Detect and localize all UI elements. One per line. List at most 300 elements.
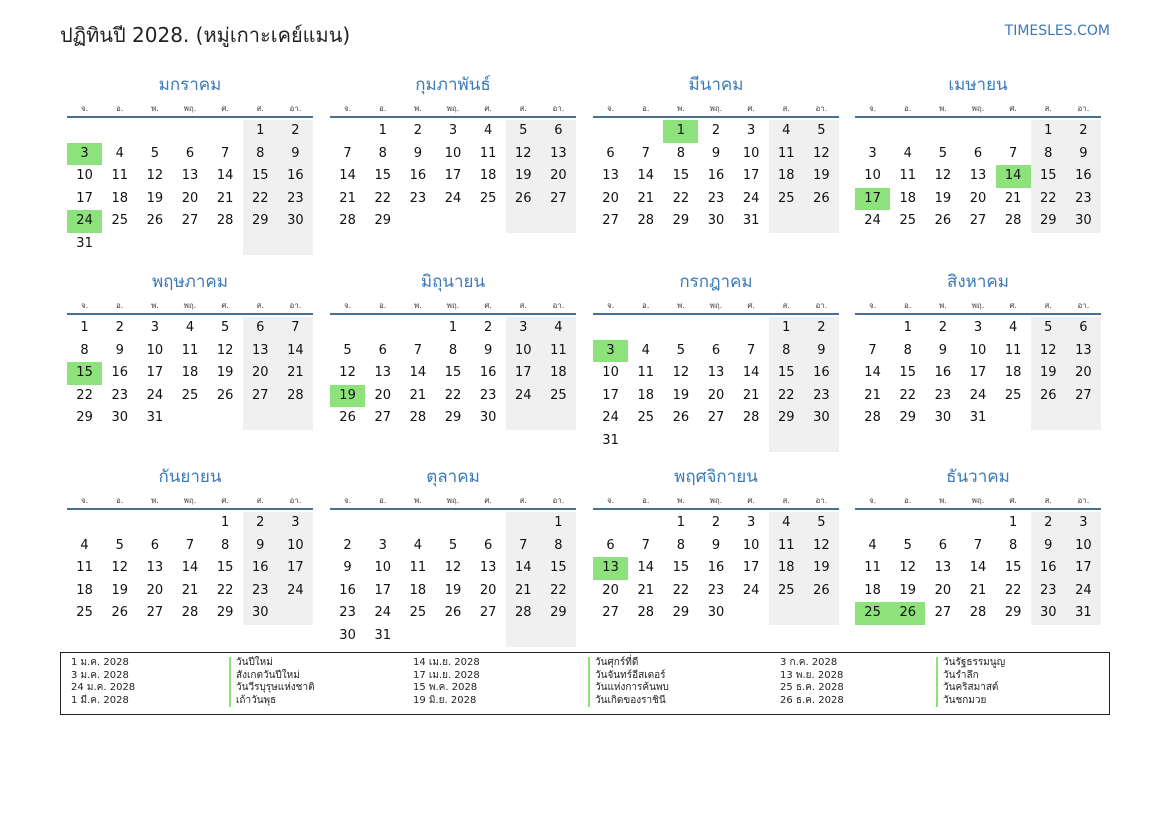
day-cell: 13 (969, 168, 987, 183)
weekday-label: ส. (256, 301, 264, 310)
day-cell: 27 (479, 605, 497, 620)
day-grid (593, 317, 839, 452)
empty-day-cell (734, 602, 769, 625)
weekday-label: อ. (116, 301, 124, 310)
month-6 (330, 265, 576, 430)
day-cell: 10 (742, 145, 760, 161)
day-cell: 6 (243, 317, 278, 340)
day-cell: 4 (641, 342, 650, 358)
weekday-label: ศ. (484, 104, 492, 113)
day-cell: 14 (409, 365, 427, 380)
day-cell: 30 (278, 210, 313, 233)
day-cell: 21 (278, 362, 313, 385)
weekday-label: พฤ. (971, 496, 985, 505)
day-cell: 27 (602, 605, 619, 620)
day-cell: 26 (672, 410, 690, 425)
weekday-label: พฤ. (446, 301, 460, 310)
day-cell: 5 (115, 537, 124, 553)
weekday-label: พฤ. (183, 301, 197, 310)
day-cell: 23 (243, 580, 278, 603)
day-cell: 30 (1031, 602, 1066, 625)
day-cell: 25 (899, 213, 916, 228)
day-cell: 29 (541, 602, 576, 625)
holiday-list (60, 652, 1110, 715)
day-cell: 28 (278, 385, 313, 408)
day-cell: 13 (374, 365, 391, 380)
day-cell: 11 (479, 145, 497, 161)
empty-day-cell (925, 120, 960, 143)
day-cell: 25 (541, 385, 576, 408)
day-cell: 12 (339, 365, 356, 380)
empty-day-cell (330, 120, 365, 143)
day-cell: 8 (1008, 537, 1018, 553)
day-cell: 23 (1031, 580, 1066, 603)
day-cell: 16 (1031, 557, 1066, 580)
weekday-header (855, 299, 1101, 315)
weekday-label: พฤ. (183, 496, 197, 505)
weekday-label: พ. (150, 301, 159, 310)
day-cell: 17 (742, 168, 760, 183)
weekday-label: อ. (642, 104, 650, 113)
day-cell: 20 (969, 190, 987, 206)
day-cell: 27 (146, 605, 164, 620)
day-cell: 4 (769, 120, 804, 143)
month-9 (67, 460, 313, 625)
holiday-date: 25 ธ.ค. 2028 (780, 682, 844, 694)
day-cell: 1 (448, 320, 458, 335)
day-cell: 2 (711, 123, 721, 138)
weekday-header (330, 299, 576, 315)
day-cell: 1 (769, 317, 804, 340)
day-cell: 15 (672, 168, 690, 183)
day-cell: 28 (339, 213, 356, 228)
weekday-label: จ. (80, 301, 89, 310)
weekday-label: อา. (289, 496, 302, 505)
empty-day-cell (541, 210, 576, 233)
day-cell: 27 (541, 188, 576, 211)
day-cell: 25 (769, 580, 804, 603)
empty-day-cell (960, 120, 995, 143)
day-cell: 30 (707, 605, 725, 620)
day-cell: 2 (804, 317, 839, 340)
empty-day-cell (804, 602, 839, 625)
day-cell: 29 (1031, 210, 1066, 233)
day-cell: 5 (506, 120, 541, 143)
day-cell: 6 (973, 145, 983, 161)
weekday-label: จ. (868, 301, 877, 310)
day-cell: 27 (969, 213, 987, 228)
day-cell: 19 (330, 385, 365, 408)
holiday-name: วันจันทร์อีสเตอร์ (588, 670, 669, 683)
day-cell: 24 (1066, 580, 1101, 603)
day-cell: 18 (111, 190, 128, 206)
day-cell: 9 (938, 342, 947, 358)
weekday-label: พ. (938, 496, 947, 505)
day-cell: 27 (181, 213, 199, 228)
holiday-date: 3 ม.ค. 2028 (71, 669, 129, 681)
day-cell: 8 (378, 145, 387, 161)
weekday-label: จ. (606, 496, 615, 505)
weekday-label: ศ. (221, 104, 229, 113)
day-cell: 25 (1004, 387, 1022, 403)
day-cell: 25 (855, 602, 890, 625)
day-cell: 17 (444, 168, 462, 183)
month-1 (67, 68, 313, 255)
day-cell: 19 (804, 165, 839, 188)
day-cell: 8 (541, 535, 576, 558)
empty-day-cell (506, 407, 541, 430)
day-cell: 2 (243, 512, 278, 535)
day-cell: 24 (506, 385, 541, 408)
weekday-header (593, 102, 839, 118)
day-cell: 26 (506, 188, 541, 211)
day-cell: 31 (146, 410, 164, 425)
day-cell: 3 (973, 320, 983, 335)
weekday-label: อ. (116, 104, 124, 113)
day-cell: 19 (804, 557, 839, 580)
day-cell: 1 (220, 515, 230, 530)
day-cell: 8 (80, 342, 89, 358)
day-cell: 27 (934, 605, 952, 620)
day-cell: 14 (216, 168, 234, 183)
day-cell: 24 (742, 582, 760, 598)
day-grid (67, 120, 313, 255)
weekday-label: พ. (676, 104, 685, 113)
weekday-label: พ. (413, 496, 422, 505)
day-cell: 14 (969, 560, 987, 575)
day-cell: 4 (868, 537, 877, 553)
empty-day-cell (769, 602, 804, 625)
day-cell: 8 (769, 340, 804, 363)
holiday-names-col (229, 657, 315, 707)
empty-day-cell (769, 430, 804, 453)
weekday-label: พฤ. (446, 496, 460, 505)
month-name: กันยายน (158, 467, 222, 487)
day-cell: 11 (864, 560, 881, 575)
holiday-name: วันรัฐธรรมนูญ (936, 657, 1005, 670)
day-cell: 10 (374, 560, 391, 575)
day-cell: 22 (444, 387, 462, 403)
day-cell: 14 (996, 165, 1031, 188)
day-cell: 7 (868, 342, 877, 358)
weekday-label: ส. (782, 301, 790, 310)
day-cell: 15 (1004, 560, 1022, 575)
day-cell: 28 (637, 605, 654, 620)
day-cell: 8 (676, 145, 685, 161)
weekday-label: ส. (782, 104, 790, 113)
day-cell: 26 (146, 213, 164, 228)
day-cell: 16 (479, 365, 497, 380)
day-cell: 5 (938, 145, 947, 161)
holiday-name: วันปีใหม่ (229, 657, 315, 670)
empty-day-cell (330, 512, 365, 535)
weekday-label: ส. (519, 104, 527, 113)
day-cell: 17 (602, 387, 619, 403)
day-cell: 21 (339, 190, 356, 206)
empty-day-cell (855, 317, 890, 340)
weekday-label: ส. (256, 496, 264, 505)
day-cell: 4 (115, 145, 124, 161)
weekday-header (67, 102, 313, 118)
month-name: กรกฎาคม (679, 272, 753, 292)
empty-day-cell (137, 233, 172, 256)
weekday-label: ศ. (484, 301, 492, 310)
day-cell: 30 (804, 407, 839, 430)
day-cell: 7 (641, 537, 650, 553)
day-cell: 18 (76, 582, 93, 598)
month-5 (67, 265, 313, 430)
day-grid (855, 512, 1101, 625)
weekday-label: พฤ. (709, 301, 723, 310)
empty-day-cell (628, 512, 663, 535)
empty-day-cell (471, 210, 506, 233)
day-cell: 21 (1004, 190, 1022, 206)
day-cell: 22 (672, 582, 690, 598)
holiday-date: 3 ก.ค. 2028 (780, 657, 838, 668)
day-cell: 9 (278, 143, 313, 166)
day-cell: 14 (637, 168, 654, 183)
day-cell: 25 (479, 190, 497, 206)
day-cell: 22 (76, 387, 93, 403)
day-cell: 30 (707, 213, 725, 228)
day-cell: 26 (339, 410, 356, 425)
month-3 (593, 68, 839, 233)
empty-day-cell (628, 120, 663, 143)
day-cell: 19 (216, 365, 234, 380)
weekday-label: พ. (150, 104, 159, 113)
day-cell: 9 (343, 560, 352, 575)
day-cell: 6 (938, 537, 947, 553)
holiday-dates-col (71, 657, 135, 707)
day-cell: 15 (444, 365, 462, 380)
day-cell: 14 (506, 557, 541, 580)
month-7 (593, 265, 839, 452)
day-cell: 12 (804, 535, 839, 558)
weekday-label: อ. (379, 104, 387, 113)
day-cell: 6 (185, 145, 195, 161)
day-cell: 17 (855, 188, 890, 211)
day-cell: 16 (707, 168, 725, 183)
empty-day-cell (593, 317, 628, 340)
empty-day-cell (137, 512, 172, 535)
day-cell: 12 (934, 168, 952, 183)
holiday-name: วันศุกร์ที่ดี (588, 657, 669, 670)
weekday-label: อา. (815, 301, 828, 310)
day-cell: 15 (243, 165, 278, 188)
day-cell: 22 (541, 580, 576, 603)
day-cell: 31 (76, 235, 93, 251)
day-cell: 20 (934, 582, 952, 598)
day-cell: 24 (602, 410, 619, 425)
day-cell: 21 (181, 582, 199, 598)
weekday-label: พฤ. (709, 496, 723, 505)
weekday-label: จ. (343, 104, 352, 113)
day-cell: 2 (343, 537, 352, 553)
day-cell: 11 (541, 340, 576, 363)
weekday-label: พ. (676, 301, 685, 310)
day-cell: 25 (409, 605, 427, 620)
holiday-name: วันแห่งการค้นพบ (588, 682, 669, 695)
holiday-date: 26 ธ.ค. 2028 (780, 694, 844, 706)
day-cell: 7 (641, 145, 650, 161)
empty-day-cell (102, 512, 137, 535)
day-cell: 14 (742, 365, 760, 380)
weekday-label: ส. (519, 496, 527, 505)
day-cell: 16 (339, 582, 356, 598)
day-cell: 28 (864, 410, 881, 425)
page-title: ปฏิทินปี 2028. (หมู่เกาะเคย์แมน) (60, 23, 351, 47)
day-cell: 25 (769, 188, 804, 211)
weekday-label: พฤ. (971, 104, 985, 113)
day-cell: 30 (479, 410, 497, 425)
day-cell: 15 (216, 560, 234, 575)
holiday-date: 13 พ.ย. 2028 (780, 669, 844, 681)
empty-day-cell (172, 233, 207, 256)
empty-day-cell (541, 407, 576, 430)
day-cell: 7 (1008, 145, 1018, 161)
day-cell: 11 (76, 560, 93, 575)
month-name: พฤศจิกายน (674, 467, 758, 487)
day-cell: 18 (409, 582, 427, 598)
day-cell: 22 (243, 188, 278, 211)
day-cell: 16 (111, 365, 128, 380)
weekday-label: ส. (256, 104, 264, 113)
holiday-names-col (588, 657, 669, 707)
day-cell: 8 (448, 342, 458, 358)
day-cell: 26 (1031, 385, 1066, 408)
day-cell: 6 (711, 342, 721, 358)
day-cell: 26 (804, 188, 839, 211)
weekday-label: จ. (868, 104, 877, 113)
day-cell: 8 (903, 342, 912, 358)
day-cell: 24 (146, 387, 164, 403)
weekday-label: อ. (116, 496, 124, 505)
holiday-date: 15 พ.ค. 2028 (413, 682, 478, 694)
empty-day-cell (804, 210, 839, 233)
day-cell: 6 (1066, 317, 1101, 340)
day-cell: 10 (76, 168, 93, 183)
empty-day-cell (593, 512, 628, 535)
day-cell: 13 (1066, 340, 1101, 363)
day-cell: 2 (278, 120, 313, 143)
day-cell: 29 (1004, 605, 1022, 620)
weekday-label: ศ. (747, 301, 755, 310)
day-cell: 2 (1066, 120, 1101, 143)
holiday-date: 19 มิ.ย. 2028 (413, 694, 477, 706)
day-cell: 3 (278, 512, 313, 535)
day-cell: 12 (146, 168, 164, 183)
day-cell: 9 (1031, 535, 1066, 558)
day-cell: 16 (707, 560, 725, 575)
day-cell: 11 (409, 560, 427, 575)
day-cell: 23 (804, 385, 839, 408)
site-link[interactable]: TIMESLES.COM (1004, 23, 1110, 39)
weekday-label: จ. (80, 104, 89, 113)
day-cell: 3 (593, 340, 628, 363)
day-cell: 5 (903, 537, 912, 553)
day-cell: 23 (278, 188, 313, 211)
weekday-label: จ. (343, 496, 352, 505)
day-cell: 2 (938, 320, 947, 335)
day-cell: 28 (637, 213, 654, 228)
day-cell: 18 (181, 365, 199, 380)
day-cell: 19 (506, 165, 541, 188)
holiday-date: 1 มี.ค. 2028 (71, 694, 129, 706)
day-cell: 5 (804, 120, 839, 143)
day-cell: 20 (181, 190, 199, 206)
day-cell: 9 (413, 145, 422, 161)
day-cell: 26 (934, 213, 952, 228)
holiday-dates-col (413, 657, 480, 707)
empty-day-cell (172, 407, 207, 430)
empty-day-cell (400, 625, 435, 648)
day-cell: 16 (409, 168, 427, 183)
day-cell: 28 (742, 410, 760, 425)
day-cell: 1 (243, 120, 278, 143)
day-cell: 27 (707, 410, 725, 425)
day-cell: 20 (602, 582, 619, 598)
day-cell: 29 (444, 410, 462, 425)
month-12 (855, 460, 1101, 625)
day-grid (593, 512, 839, 625)
day-cell: 5 (804, 512, 839, 535)
empty-day-cell (243, 407, 278, 430)
day-cell: 20 (479, 582, 497, 598)
day-cell: 16 (243, 557, 278, 580)
empty-day-cell (541, 625, 576, 648)
month-name: ตุลาคม (426, 467, 480, 487)
day-cell: 27 (602, 213, 619, 228)
day-cell: 13 (541, 143, 576, 166)
weekday-label: พฤ. (183, 104, 197, 113)
day-cell: 13 (593, 557, 628, 580)
day-cell: 17 (278, 557, 313, 580)
day-cell: 29 (76, 410, 93, 425)
empty-day-cell (628, 317, 663, 340)
day-cell: 17 (146, 365, 164, 380)
empty-day-cell (996, 120, 1031, 143)
day-cell: 12 (899, 560, 916, 575)
empty-day-cell (471, 512, 506, 535)
day-cell: 17 (742, 560, 760, 575)
day-cell: 24 (67, 210, 102, 233)
day-cell: 12 (444, 560, 462, 575)
day-cell: 12 (804, 143, 839, 166)
day-grid (330, 512, 576, 647)
weekday-label: จ. (343, 301, 352, 310)
empty-day-cell (804, 430, 839, 453)
weekday-label: อา. (1077, 104, 1090, 113)
empty-day-cell (102, 233, 137, 256)
day-cell: 9 (243, 535, 278, 558)
day-cell: 21 (637, 582, 654, 598)
day-cell: 29 (374, 213, 391, 228)
day-cell: 15 (769, 362, 804, 385)
weekday-label: พ. (413, 301, 422, 310)
day-cell: 5 (676, 342, 685, 358)
day-cell: 12 (506, 143, 541, 166)
holiday-dates-col (780, 657, 844, 707)
day-cell: 25 (181, 387, 199, 403)
day-cell: 1 (663, 120, 698, 143)
month-4 (855, 68, 1101, 233)
holiday-name: วันชกมวย (936, 695, 1005, 708)
weekday-label: ส. (782, 496, 790, 505)
day-cell: 22 (672, 190, 690, 206)
day-cell: 14 (278, 340, 313, 363)
day-cell: 5 (448, 537, 458, 553)
day-cell: 5 (150, 145, 159, 161)
